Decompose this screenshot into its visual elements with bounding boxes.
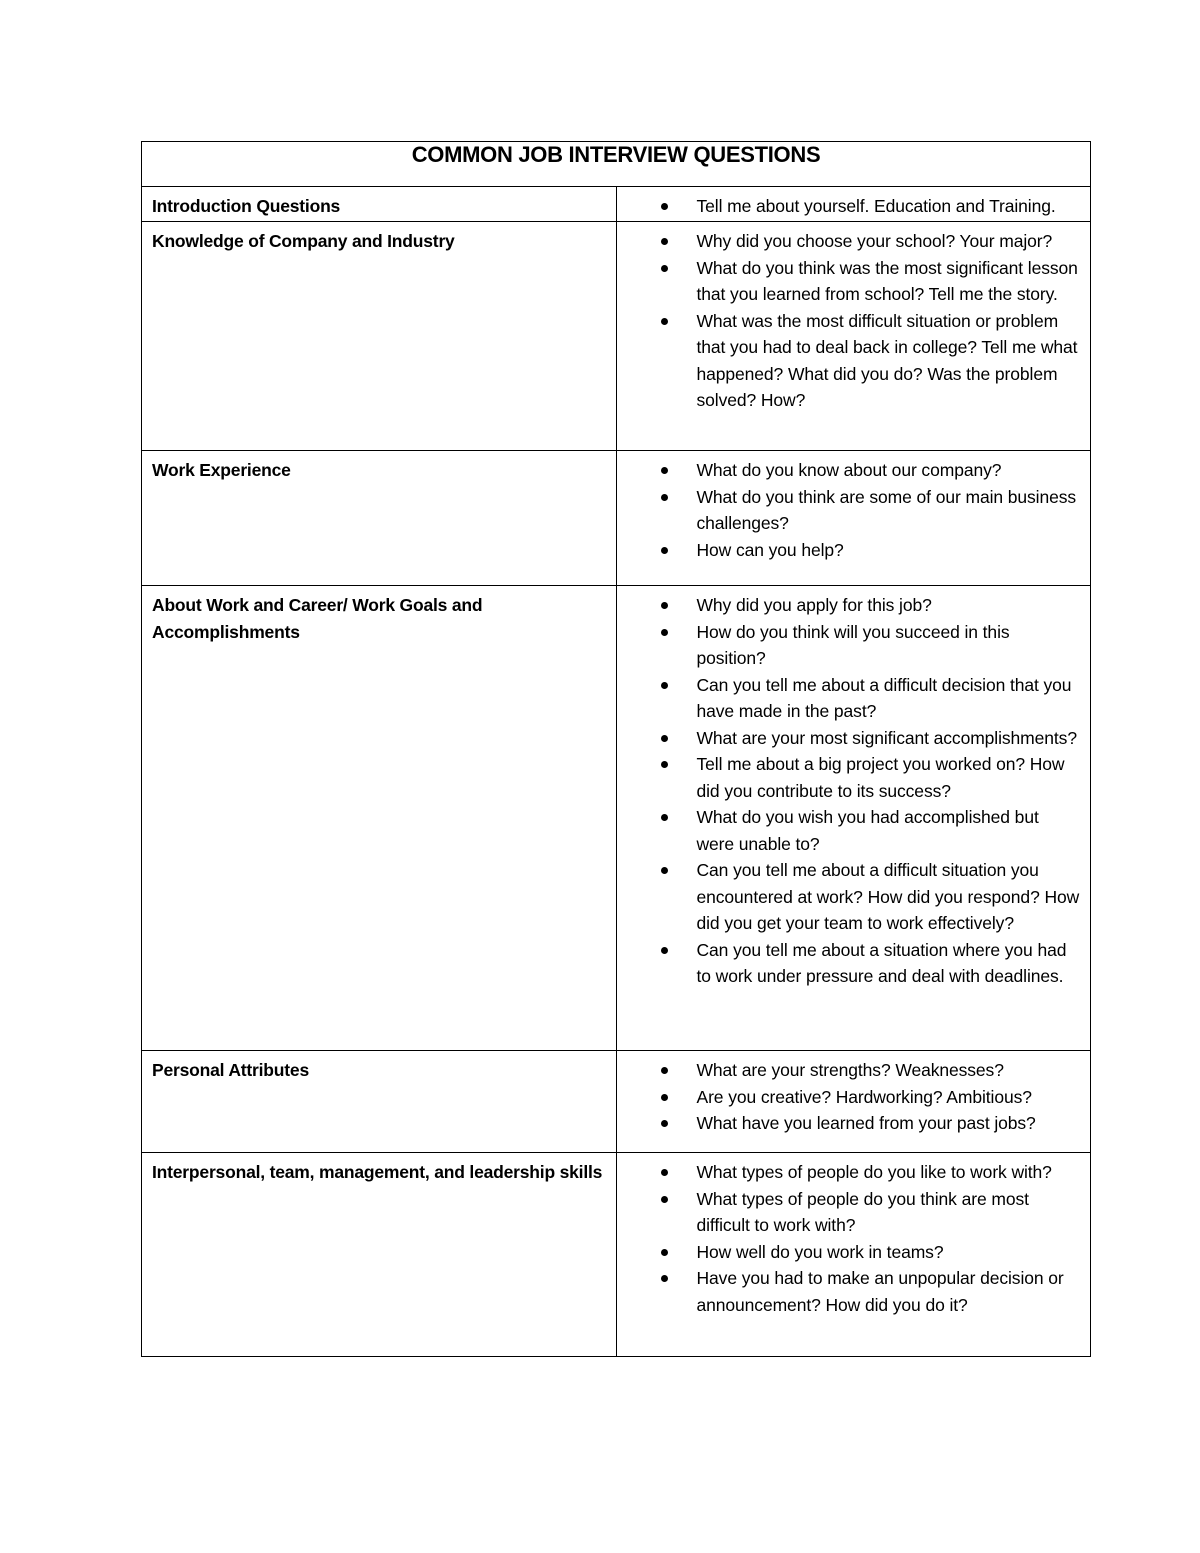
bullet-icon bbox=[661, 1249, 668, 1256]
question-item bbox=[617, 1239, 1081, 1266]
question-text: What do you know about our company? bbox=[696, 460, 1002, 480]
question-text: How do you think will you succeed in this position? bbox=[696, 621, 1010, 668]
table-row bbox=[142, 1051, 1091, 1153]
bullet-icon bbox=[661, 467, 668, 474]
questions-cell bbox=[616, 187, 1091, 222]
bullet-icon bbox=[661, 602, 668, 609]
category-cell: Interpersonal, team, management, and leadership skills bbox=[142, 1153, 617, 1357]
question-item bbox=[617, 1057, 1081, 1084]
question-item bbox=[617, 1265, 1081, 1318]
bullet-icon bbox=[661, 318, 668, 325]
bullet-icon bbox=[661, 203, 668, 210]
question-item bbox=[617, 751, 1081, 804]
bullet-icon bbox=[661, 547, 668, 554]
table-row bbox=[142, 451, 1091, 586]
question-text: What are your most significant accomplishments? bbox=[696, 727, 1077, 748]
bullet-icon bbox=[661, 494, 668, 501]
bullet-icon bbox=[661, 1067, 668, 1074]
question-text: Tell me about a big project you worked on? How did you contribute to its success? bbox=[696, 754, 1065, 801]
table-row bbox=[142, 1153, 1091, 1357]
question-item bbox=[617, 228, 1081, 255]
bullet-icon bbox=[661, 1169, 668, 1176]
question-list bbox=[617, 592, 1081, 990]
questions-cell bbox=[616, 1051, 1091, 1153]
document-title: COMMON JOB INTERVIEW QUESTIONS bbox=[142, 142, 1091, 187]
question-text: Have you had to make an unpopular decision or announcement? How did you do it? bbox=[696, 1268, 1064, 1315]
bullet-icon bbox=[661, 814, 668, 821]
question-list bbox=[617, 457, 1081, 563]
bullet-icon bbox=[661, 1094, 668, 1101]
question-list bbox=[617, 1057, 1081, 1137]
category-cell: Introduction Questions bbox=[142, 187, 617, 222]
question-item bbox=[617, 457, 1081, 484]
category-cell: Knowledge of Company and Industry bbox=[142, 222, 617, 451]
question-item bbox=[617, 937, 1081, 990]
category-cell: Work Experience bbox=[142, 451, 617, 586]
question-text: Why did you choose your school? Your major? bbox=[696, 231, 1053, 251]
questions-cell bbox=[616, 222, 1091, 451]
bullet-icon bbox=[661, 947, 668, 954]
question-item bbox=[617, 592, 1081, 619]
bullet-icon bbox=[661, 867, 668, 874]
question-text: What have you learned from your past jobs? bbox=[696, 1113, 1036, 1133]
question-item bbox=[617, 1159, 1081, 1186]
question-text: Tell me about yourself. Education and Training. bbox=[696, 196, 1056, 216]
table-row bbox=[142, 187, 1091, 222]
question-text: Can you tell me about a difficult situation you encountered at work? How did you respond? How did you get your team to work effectively? bbox=[696, 860, 1080, 933]
question-list bbox=[617, 228, 1081, 414]
question-text: What was the most difficult situation or problem that you had to deal back in college? Tell me what happened? What did you do? Was the problem solved? How? bbox=[696, 310, 1078, 410]
bullet-icon bbox=[661, 238, 668, 245]
question-text: What types of people do you like to work with? bbox=[696, 1162, 1052, 1182]
bullet-icon bbox=[661, 735, 668, 742]
bullet-icon bbox=[661, 265, 668, 272]
table-row bbox=[142, 586, 1091, 1051]
question-item bbox=[617, 619, 1081, 672]
bullet-icon bbox=[661, 629, 668, 636]
question-item bbox=[617, 1110, 1081, 1137]
category-cell: Personal Attributes bbox=[142, 1051, 617, 1153]
question-text: What do you think are some of our main business challenges? bbox=[696, 486, 1077, 533]
question-text: Can you tell me about a difficult decision that you have made in the past? bbox=[696, 674, 1072, 721]
questions-cell bbox=[616, 1153, 1091, 1357]
question-text: How well do you work in teams? bbox=[696, 1241, 944, 1262]
question-text: What do you think was the most significant lesson that you learned from school? Tell me the story. bbox=[696, 257, 1078, 304]
question-text: What types of people do you think are most difficult to work with? bbox=[696, 1188, 1029, 1235]
bullet-icon bbox=[661, 1120, 668, 1127]
question-list bbox=[617, 1159, 1081, 1318]
question-text: What are your strengths? Weaknesses? bbox=[696, 1060, 1004, 1080]
bullet-icon bbox=[661, 1275, 668, 1282]
question-text: Are you creative? Hardworking? Ambitious? bbox=[696, 1086, 1032, 1107]
question-item bbox=[617, 255, 1081, 308]
question-item bbox=[617, 672, 1081, 725]
table-title-row bbox=[142, 142, 1091, 187]
questions-cell bbox=[616, 586, 1091, 1051]
question-text: Why did you apply for this job? bbox=[696, 595, 932, 615]
question-item bbox=[617, 1186, 1081, 1239]
question-item bbox=[617, 1084, 1081, 1111]
question-item bbox=[617, 857, 1081, 937]
question-item bbox=[617, 484, 1081, 537]
question-text: Can you tell me about a situation where you had to work under pressure and deal with deadlines. bbox=[696, 939, 1067, 986]
question-item bbox=[617, 193, 1081, 220]
question-item bbox=[617, 537, 1081, 564]
bullet-icon bbox=[661, 682, 668, 689]
question-text: How can you help? bbox=[696, 539, 844, 560]
question-list bbox=[617, 193, 1081, 220]
bullet-icon bbox=[661, 761, 668, 768]
table-row bbox=[142, 222, 1091, 451]
question-text: What do you wish you had accomplished but were unable to? bbox=[696, 807, 1039, 854]
question-item bbox=[617, 308, 1081, 414]
question-item bbox=[617, 725, 1081, 752]
question-item bbox=[617, 804, 1081, 857]
interview-questions-table bbox=[141, 141, 1091, 1357]
category-cell: About Work and Career/ Work Goals and Accomplishments bbox=[142, 586, 617, 1051]
bullet-icon bbox=[661, 1196, 668, 1203]
questions-cell bbox=[616, 451, 1091, 586]
